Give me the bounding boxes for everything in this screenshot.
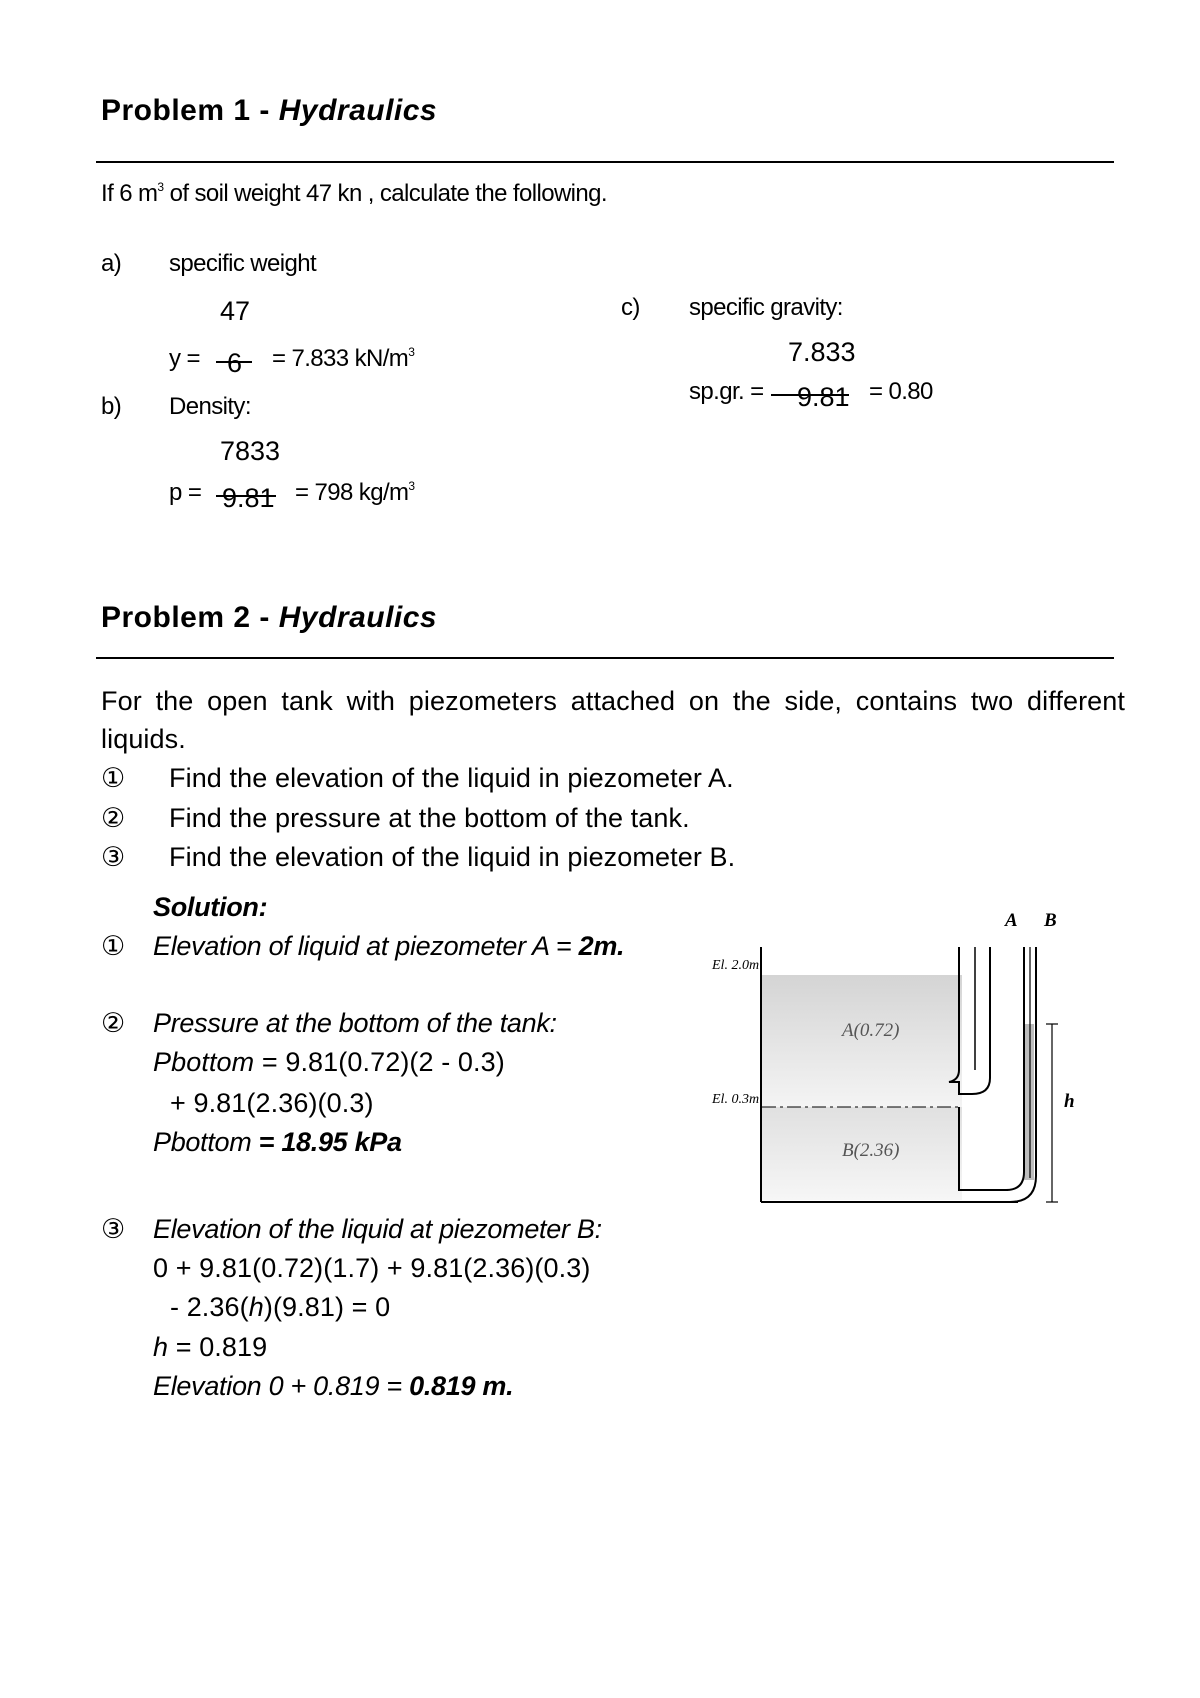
solution-2-marker: ② bbox=[101, 1008, 126, 1038]
diagram-label-b: B bbox=[1044, 910, 1057, 931]
diagram-liquid-bottom-label: B(2.36) bbox=[842, 1140, 900, 1161]
piezometer-b-tube-inner bbox=[1006, 947, 1024, 1190]
solution-3-line2-b: )(9.81) = 0 bbox=[263, 1292, 391, 1322]
diagram-label-a: A bbox=[1005, 910, 1018, 931]
task-1-marker: ① bbox=[101, 763, 126, 793]
part-b-result-text: = 798 kg/m bbox=[295, 479, 409, 506]
problem2-title-topic: Hydraulics bbox=[278, 601, 438, 634]
problem1-title bbox=[101, 94, 437, 128]
part-a-label: specific weight bbox=[169, 250, 317, 277]
solution-3-marker: ③ bbox=[101, 1214, 126, 1244]
solution-3-line4-value: 0.819 m. bbox=[409, 1371, 514, 1401]
problem1-title-prefix: Problem 1 - bbox=[101, 94, 279, 127]
solution-1 bbox=[153, 931, 624, 962]
part-c-label: specific gravity: bbox=[689, 294, 843, 321]
diagram-liquid-top-label: A(0.72) bbox=[842, 1020, 900, 1041]
task-3-marker: ③ bbox=[101, 842, 126, 872]
part-c-marker: c) bbox=[621, 294, 640, 321]
diagram-elevation-top: El. 2.0m bbox=[712, 958, 760, 973]
solution-1-value: 2m. bbox=[578, 931, 625, 961]
part-a-result bbox=[272, 345, 414, 373]
part-a-denominator: 6 bbox=[227, 348, 243, 378]
solution-3-line2-h: h bbox=[248, 1292, 264, 1322]
task-1-text: Find the elevation of the liquid in piezometer A. bbox=[169, 763, 734, 793]
part-a-marker: a) bbox=[101, 250, 122, 277]
task-2-text: Find the pressure at the bottom of the tank. bbox=[169, 803, 690, 833]
solution-3-heading: Elevation of the liquid at piezometer B: bbox=[153, 1214, 602, 1244]
part-a-result-sup: 3 bbox=[408, 345, 415, 359]
part-a-numerator: 47 bbox=[220, 296, 251, 326]
part-b-denominator: 9.81 bbox=[222, 483, 275, 513]
task-2-marker: ② bbox=[101, 803, 126, 833]
part-b-result-sup: 3 bbox=[408, 479, 415, 493]
solution-3-line4-text: Elevation 0 + 0.819 = bbox=[153, 1371, 410, 1401]
solution-2-heading: Pressure at the bottom of the tank: bbox=[153, 1008, 557, 1038]
problem2-statement-line2: liquids. bbox=[101, 724, 186, 754]
part-a-lhs: y = bbox=[169, 345, 200, 372]
solution-3-line1: 0 + 9.81(0.72)(1.7) + 9.81(2.36)(0.3) bbox=[153, 1253, 591, 1283]
solution-3-line3-rest: = 0.819 bbox=[168, 1332, 268, 1362]
solution-2-line1-text: = 9.81(0.72)(2 - 0.3) bbox=[254, 1047, 505, 1077]
part-c-denominator: 9.81 bbox=[797, 382, 850, 412]
solution-1-marker: ① bbox=[101, 931, 126, 961]
problem2-title-prefix: Problem 2 - bbox=[101, 601, 279, 634]
problem2-statement-line1: For the open tank with piezometers attached on the side, contains two different bbox=[101, 686, 1125, 716]
tank-right-wall-lower bbox=[959, 1107, 1008, 1190]
part-c-numerator: 7.833 bbox=[788, 337, 856, 367]
problem2-divider bbox=[96, 657, 1114, 659]
solution-3-line2-a: - 2.36( bbox=[170, 1292, 249, 1322]
problem1-divider bbox=[96, 161, 1114, 163]
diagram-h-label: h bbox=[1064, 1091, 1075, 1112]
problem1-statement-sup: 3 bbox=[157, 180, 164, 194]
solution-3-line3-h: h bbox=[153, 1332, 169, 1362]
solution-1-text: Elevation of liquid at piezometer A = bbox=[153, 931, 579, 961]
tank-piezometer-diagram bbox=[700, 895, 1120, 1215]
solution-2-result-label: Pbottom bbox=[153, 1127, 252, 1157]
problem1-statement-pre: If 6 m bbox=[101, 180, 158, 207]
part-c-result: = 0.80 bbox=[869, 378, 933, 405]
part-b-lhs: p = bbox=[169, 479, 202, 506]
solution-heading: Solution: bbox=[153, 892, 268, 922]
solution-3-line3 bbox=[153, 1332, 267, 1363]
task-3-text: Find the elevation of the liquid in piezometer B. bbox=[169, 842, 736, 872]
solution-2-result bbox=[153, 1127, 402, 1158]
solution-2-p-label: Pbottom bbox=[153, 1047, 255, 1077]
solution-2-result-value: = 18.95 kPa bbox=[251, 1127, 402, 1157]
diagram-elevation-mid: El. 0.3m bbox=[712, 1092, 760, 1107]
part-b-marker: b) bbox=[101, 393, 122, 420]
part-c-lhs: sp.gr. = bbox=[689, 378, 764, 405]
part-b-label: Density: bbox=[169, 393, 251, 420]
part-b-numerator: 7833 bbox=[220, 436, 281, 466]
solution-2-line2: + 9.81(2.36)(0.3) bbox=[170, 1088, 374, 1118]
solution-3-line2 bbox=[170, 1292, 390, 1323]
problem1-statement bbox=[101, 180, 607, 208]
problem1-title-topic: Hydraulics bbox=[278, 94, 438, 127]
solution-3-line4 bbox=[153, 1371, 513, 1402]
piezometer-b-liquid bbox=[1024, 1024, 1034, 1180]
part-b-result bbox=[295, 479, 414, 507]
solution-2-line1 bbox=[153, 1047, 505, 1078]
problem1-statement-post: of soil weight 47 kn , calculate the following. bbox=[163, 180, 607, 207]
problem2-title bbox=[101, 601, 437, 635]
part-a-result-text: = 7.833 kN/m bbox=[272, 345, 409, 372]
